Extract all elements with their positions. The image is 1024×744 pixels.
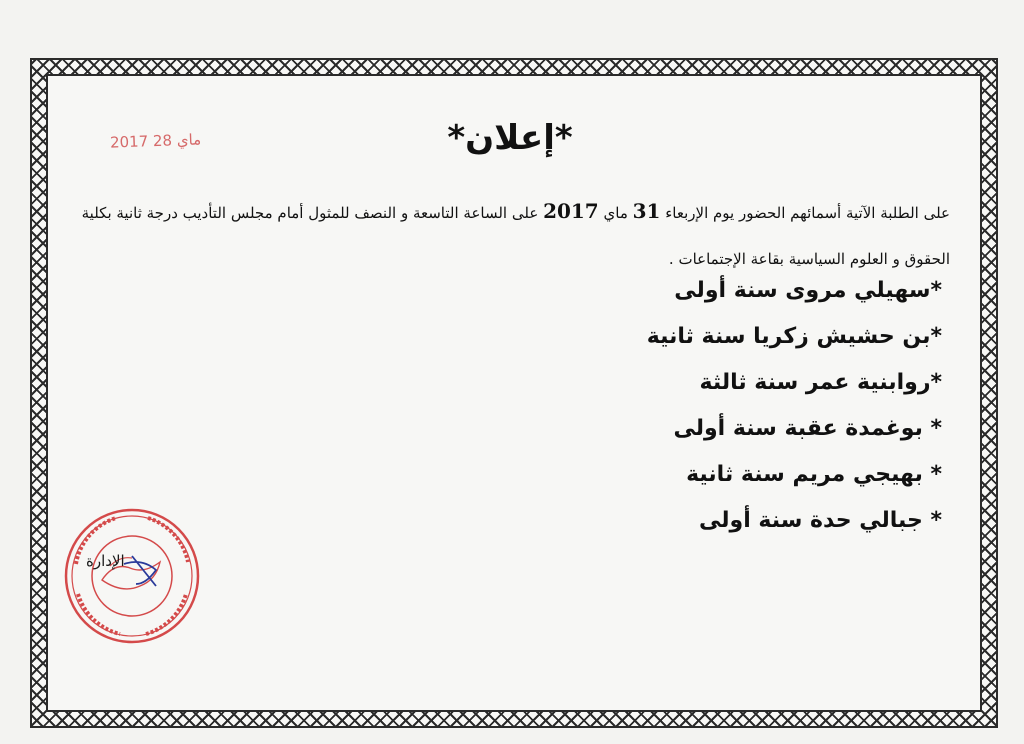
intro-day: 31 xyxy=(632,199,661,223)
signature-label: الإدارة xyxy=(86,552,125,570)
student-list xyxy=(442,268,942,544)
list-item: *سهيلي مروى سنة أولى xyxy=(674,278,942,303)
list-item: * بوغمدة عقبة سنة أولى xyxy=(673,416,942,441)
date-stamp: 2017 ماي 28 xyxy=(109,130,202,152)
announcement-content xyxy=(70,110,950,690)
list-item: * بهيجي مريم سنة ثانية xyxy=(686,462,942,487)
intro-year: 2017 xyxy=(543,199,599,223)
list-item: *بن حشيش زكريا سنة ثانية xyxy=(646,324,942,349)
intro-text-1: على الطلبة الآتية أسمائهم الحضور يوم الإربعاء xyxy=(660,204,950,222)
official-seal-icon xyxy=(62,506,202,646)
intro-text-2: ماي xyxy=(598,204,633,222)
list-item: *روابنية عمر سنة ثالثة xyxy=(699,370,942,395)
intro-text-3: على الساعة التاسعة و النصف للمثول أمام مجلس التأديب درجة ثانية بكلية الحقوق و العلوم السياسية بقاعة الإجتماعات . xyxy=(81,204,950,268)
announcement-title: *إعلان* xyxy=(447,118,573,158)
list-item: * جبالي حدة سنة أولى xyxy=(699,508,942,533)
